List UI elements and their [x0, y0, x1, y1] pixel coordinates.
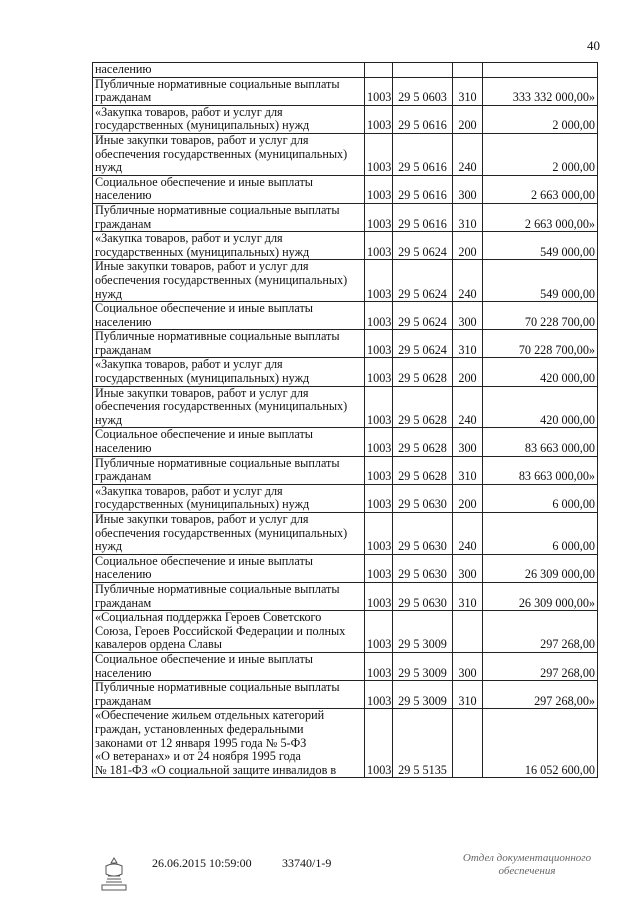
table-row [93, 232, 598, 260]
row-section-code: 1003 [365, 554, 393, 582]
row-description [93, 513, 365, 555]
row-section-code: 1003 [365, 203, 393, 231]
row-amount: 70 228 700,00 [483, 302, 598, 330]
row-description [93, 133, 365, 175]
row-section-code: 1003 [365, 330, 393, 358]
row-description [93, 260, 365, 302]
row-amount: 2 663 000,00 [483, 175, 598, 203]
row-description-text: «Закупка товаров, работ и услуг для государственных (муниципальных) нужд [95, 105, 310, 133]
row-target-code: 29 5 3009 [393, 681, 453, 709]
row-section-code: 1003 [365, 428, 393, 456]
row-target-code: 29 5 0624 [393, 232, 453, 260]
row-description [93, 611, 365, 653]
budget-table [92, 62, 598, 778]
table-row [93, 358, 598, 386]
row-target-code: 29 5 0603 [393, 77, 453, 105]
row-expense-type: 310 [453, 681, 483, 709]
row-description-text: Социальное обеспечение и иные выплаты населению [95, 301, 313, 329]
table-row [93, 652, 598, 680]
table-row [93, 175, 598, 203]
row-description [93, 652, 365, 680]
row-amount: 297 268,00» [483, 681, 598, 709]
row-target-code: 29 5 0628 [393, 428, 453, 456]
row-expense-type: 310 [453, 456, 483, 484]
row-section-code: 1003 [365, 260, 393, 302]
row-description-text: «Закупка товаров, работ и услуг для государственных (муниципальных) нужд [95, 357, 310, 386]
row-description-text: «Обеспечение жильем отдельных категорий граждан, установленных федеральными законами от 12 января 1995 года № 5-ФЗ «О ветеранах» и от 24 ноября 1995 года № 181-ФЗ «О социальной защите инвалидов в [95, 708, 337, 777]
row-section-code: 1003 [365, 652, 393, 680]
row-description [93, 77, 365, 105]
row-target-code: 29 5 3009 [393, 652, 453, 680]
row-section-code: 1003 [365, 232, 393, 260]
row-target-code [393, 63, 453, 78]
row-amount: 2 663 000,00» [483, 203, 598, 231]
row-amount: 2 000,00 [483, 105, 598, 133]
row-section-code: 1003 [365, 709, 393, 778]
row-description [93, 105, 365, 133]
row-expense-type: 300 [453, 175, 483, 203]
row-amount: 2 000,00 [483, 133, 598, 175]
stamp-line: Отдел документационного [462, 852, 592, 864]
row-amount: 297 268,00 [483, 611, 598, 653]
row-expense-type [453, 611, 483, 653]
row-description [93, 428, 365, 456]
row-amount: 333 332 000,00» [483, 77, 598, 105]
row-target-code: 29 5 0628 [393, 456, 453, 484]
row-description [93, 582, 365, 610]
row-target-code: 29 5 0616 [393, 133, 453, 175]
row-amount: 6 000,00 [483, 513, 598, 555]
row-description [93, 386, 365, 428]
row-section-code: 1003 [365, 513, 393, 555]
table-row [93, 63, 598, 78]
row-description [93, 302, 365, 330]
row-section-code [365, 63, 393, 78]
row-section-code: 1003 [365, 386, 393, 428]
row-expense-type: 310 [453, 582, 483, 610]
row-description-text: Социальное обеспечение и иные выплаты населению [95, 554, 313, 582]
row-expense-type: 200 [453, 232, 483, 260]
table-row [93, 456, 598, 484]
table-row [93, 582, 598, 610]
row-description-text: Иные закупки товаров, работ и услуг для обеспечения государственных (муниципальных) нужд [95, 386, 348, 427]
row-expense-type: 300 [453, 554, 483, 582]
row-amount: 26 309 000,00» [483, 582, 598, 610]
row-amount: 83 663 000,00 [483, 428, 598, 456]
table-row [93, 484, 598, 512]
row-description [93, 175, 365, 203]
row-section-code: 1003 [365, 681, 393, 709]
row-amount: 420 000,00 [483, 358, 598, 386]
row-expense-type: 310 [453, 330, 483, 358]
row-description-text: Иные закупки товаров, работ и услуг для обеспечения государственных (муниципальных) нужд [95, 512, 348, 554]
row-expense-type: 240 [453, 133, 483, 175]
row-target-code: 29 5 5135 [393, 709, 453, 778]
row-section-code: 1003 [365, 582, 393, 610]
row-section-code: 1003 [365, 302, 393, 330]
row-target-code: 29 5 0616 [393, 175, 453, 203]
table-row [93, 386, 598, 428]
table-row [93, 330, 598, 358]
row-amount: 83 663 000,00» [483, 456, 598, 484]
row-amount: 26 309 000,00 [483, 554, 598, 582]
table-row [93, 428, 598, 456]
row-expense-type: 200 [453, 484, 483, 512]
row-expense-type: 300 [453, 428, 483, 456]
table-row [93, 681, 598, 709]
row-target-code: 29 5 0624 [393, 260, 453, 302]
row-description-text: Публичные нормативные социальные выплаты гражданам [95, 582, 340, 610]
row-target-code: 29 5 0630 [393, 484, 453, 512]
row-description [93, 63, 365, 78]
row-description [93, 203, 365, 231]
row-expense-type: 200 [453, 105, 483, 133]
row-expense-type: 200 [453, 358, 483, 386]
row-section-code: 1003 [365, 358, 393, 386]
row-section-code: 1003 [365, 77, 393, 105]
row-description-text: Социальное обеспечение и иные выплаты населению [95, 427, 313, 456]
footer-doc-number: 33740/1-9 [282, 856, 332, 870]
row-expense-type: 240 [453, 260, 483, 302]
row-description [93, 330, 365, 358]
row-description [93, 681, 365, 709]
table-row [93, 105, 598, 133]
row-description [93, 358, 365, 386]
table-row [93, 554, 598, 582]
row-expense-type [453, 709, 483, 778]
table-body [93, 63, 598, 778]
row-target-code: 29 5 3009 [393, 611, 453, 653]
table-row [93, 513, 598, 555]
row-target-code: 29 5 0616 [393, 203, 453, 231]
row-target-code: 29 5 0628 [393, 358, 453, 386]
table-row [93, 302, 598, 330]
row-description-text: населению [95, 62, 152, 76]
row-description-text: Публичные нормативные социальные выплаты гражданам [95, 456, 340, 484]
row-target-code: 29 5 0624 [393, 330, 453, 358]
table-row [93, 133, 598, 175]
row-description-text: Социальное обеспечение и иные выплаты населению [95, 175, 313, 203]
row-amount: 549 000,00 [483, 260, 598, 302]
table-row [93, 709, 598, 778]
row-amount: 6 000,00 [483, 484, 598, 512]
row-description-text: Иные закупки товаров, работ и услуг для обеспечения государственных (муниципальных) нужд [95, 259, 348, 301]
row-amount: 297 268,00 [483, 652, 598, 680]
table-row [93, 260, 598, 302]
row-target-code: 29 5 0630 [393, 513, 453, 555]
row-description-text: Публичные нормативные социальные выплаты гражданам [95, 203, 340, 231]
stamp-line: обеспечения [498, 865, 556, 877]
row-expense-type [453, 63, 483, 78]
row-section-code: 1003 [365, 484, 393, 512]
row-target-code: 29 5 0624 [393, 302, 453, 330]
row-description [93, 709, 365, 778]
row-amount: 16 052 600,00 [483, 709, 598, 778]
row-section-code: 1003 [365, 133, 393, 175]
department-stamp [452, 852, 602, 878]
row-section-code: 1003 [365, 175, 393, 203]
page-footer [92, 848, 612, 898]
page-number: 40 [587, 38, 600, 53]
table-row [93, 203, 598, 231]
row-amount: 420 000,00 [483, 386, 598, 428]
row-target-code: 29 5 0628 [393, 386, 453, 428]
row-expense-type: 300 [453, 302, 483, 330]
row-section-code: 1003 [365, 456, 393, 484]
row-description [93, 484, 365, 512]
row-expense-type: 240 [453, 513, 483, 555]
table-row [93, 611, 598, 653]
row-description-text: «Закупка товаров, работ и услуг для государственных (муниципальных) нужд [95, 484, 310, 512]
row-description-text: Публичные нормативные социальные выплаты гражданам [95, 77, 340, 105]
row-target-code: 29 5 0630 [393, 582, 453, 610]
row-description-text: Публичные нормативные социальные выплаты гражданам [95, 329, 340, 357]
row-expense-type: 240 [453, 386, 483, 428]
row-expense-type: 310 [453, 77, 483, 105]
row-description-text: Публичные нормативные социальные выплаты гражданам [95, 680, 340, 708]
row-expense-type: 300 [453, 652, 483, 680]
row-description-text: Социальное обеспечение и иные выплаты населению [95, 652, 313, 680]
row-amount: 70 228 700,00» [483, 330, 598, 358]
row-amount: 549 000,00 [483, 232, 598, 260]
row-expense-type: 310 [453, 203, 483, 231]
row-section-code: 1003 [365, 105, 393, 133]
row-section-code: 1003 [365, 611, 393, 653]
row-description-text: «Социальная поддержка Героев Советского Союза, Героев Российской Федерации и полных кавалеров ордена Славы [95, 610, 346, 652]
row-description-text: Иные закупки товаров, работ и услуг для обеспечения государственных (муниципальных) нужд [95, 133, 348, 175]
row-target-code: 29 5 0616 [393, 105, 453, 133]
table-row [93, 77, 598, 105]
row-description [93, 232, 365, 260]
row-amount [483, 63, 598, 78]
row-description [93, 554, 365, 582]
row-description [93, 456, 365, 484]
row-description-text: «Закупка товаров, работ и услуг для государственных (муниципальных) нужд [95, 231, 310, 259]
emblem-icon [94, 854, 134, 894]
footer-timestamp: 26.06.2015 10:59:00 [152, 856, 252, 870]
row-target-code: 29 5 0630 [393, 554, 453, 582]
